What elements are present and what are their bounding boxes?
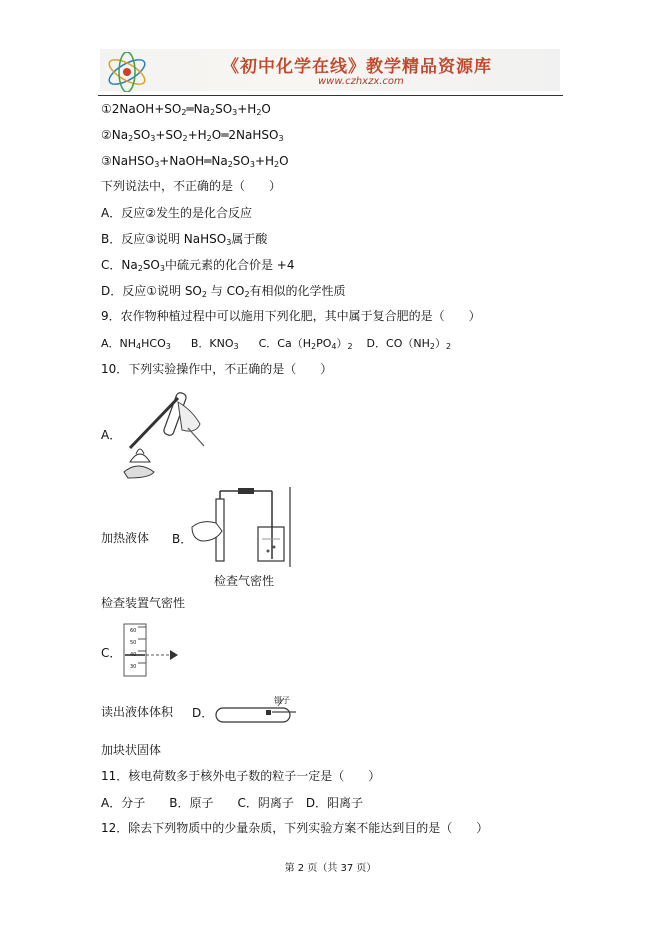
q10-option-a-caption: 加热液体 — [101, 531, 150, 545]
q8-option-b: B．反应③说明 NaHSO$_3$属于酸 — [101, 232, 268, 247]
q10-stem: 10．下列实验操作中，不正确的是（ ） — [101, 362, 333, 376]
header-divider — [98, 95, 563, 96]
q9-options: A．$NH_4HCO_3$ B．$KNO_3$ C．$Ca(H_2PO_4)_2$ D．$CO(NH_2)_2$ — [101, 337, 452, 351]
q10-option-d-label: D． — [192, 706, 214, 720]
cylinder-tick-30: 30 — [130, 664, 137, 670]
heating-liquid-diagram — [118, 388, 208, 480]
header-title: 《初中化学在线》教学精品资源库 — [222, 57, 492, 77]
q12-stem: 12．除去下列物质中的少量杂质，下列实验方案不能达到目的是（ ） — [101, 821, 489, 835]
atom-logo-icon — [104, 52, 150, 92]
cylinder-tick-40: 40 — [130, 652, 137, 658]
q10-option-d-caption: 加块状固体 — [101, 743, 162, 757]
q8-option-c: C．$Na_2SO_3$中硫元素的化合价是 +4 — [101, 258, 295, 273]
tweezers-label: 镊子 — [274, 696, 290, 705]
q8-stem: 下列说法中，不正确的是（ ） — [101, 179, 282, 193]
q10-option-c-caption: 读出液体体积 — [101, 705, 174, 719]
reaction-3: $③NaHSO_3+NaOH═Na_2SO_3+H_2O$ — [101, 154, 289, 169]
q8-option-d: D．反应①说明 $SO_2$ 与 $CO_2$有相似的化学性质 — [101, 284, 346, 299]
q10-option-b-inner-caption: 检查气密性 — [214, 574, 275, 588]
q11-options: A．分子 B．原子 C．阴离子 D．阳离子 — [101, 796, 364, 810]
reaction-2: $②Na_2SO_3+SO_2+H_2O═2NaHSO_3$ — [101, 128, 284, 143]
q11-stem: 11．核电荷数多于核外电子数的粒子一定是（ ） — [101, 769, 381, 783]
airtightness-diagram — [186, 487, 296, 567]
reaction-1: $①2NaOH+SO_2═Na_2SO_3+H_2O$ — [101, 102, 271, 117]
graduated-cylinder-diagram — [118, 622, 182, 678]
q8-option-a: A．反应②发生的是化合反应 — [101, 206, 252, 220]
q10-option-c-label: C． — [101, 646, 122, 660]
q9-stem: 9．农作物种植过程中可以施用下列化肥，其中属于复合肥的是（ ） — [101, 309, 481, 323]
header-url: www.czhxzx.com — [318, 76, 404, 87]
q10-option-a-label: A． — [101, 428, 122, 442]
cylinder-tick-60: 60 — [130, 628, 137, 634]
page-footer: 第 2 页（共 37 页） — [284, 863, 377, 874]
q10-option-b-caption: 检查装置气密性 — [101, 596, 186, 610]
q10-option-b-label: B． — [172, 532, 193, 546]
cylinder-tick-50: 50 — [130, 640, 137, 646]
